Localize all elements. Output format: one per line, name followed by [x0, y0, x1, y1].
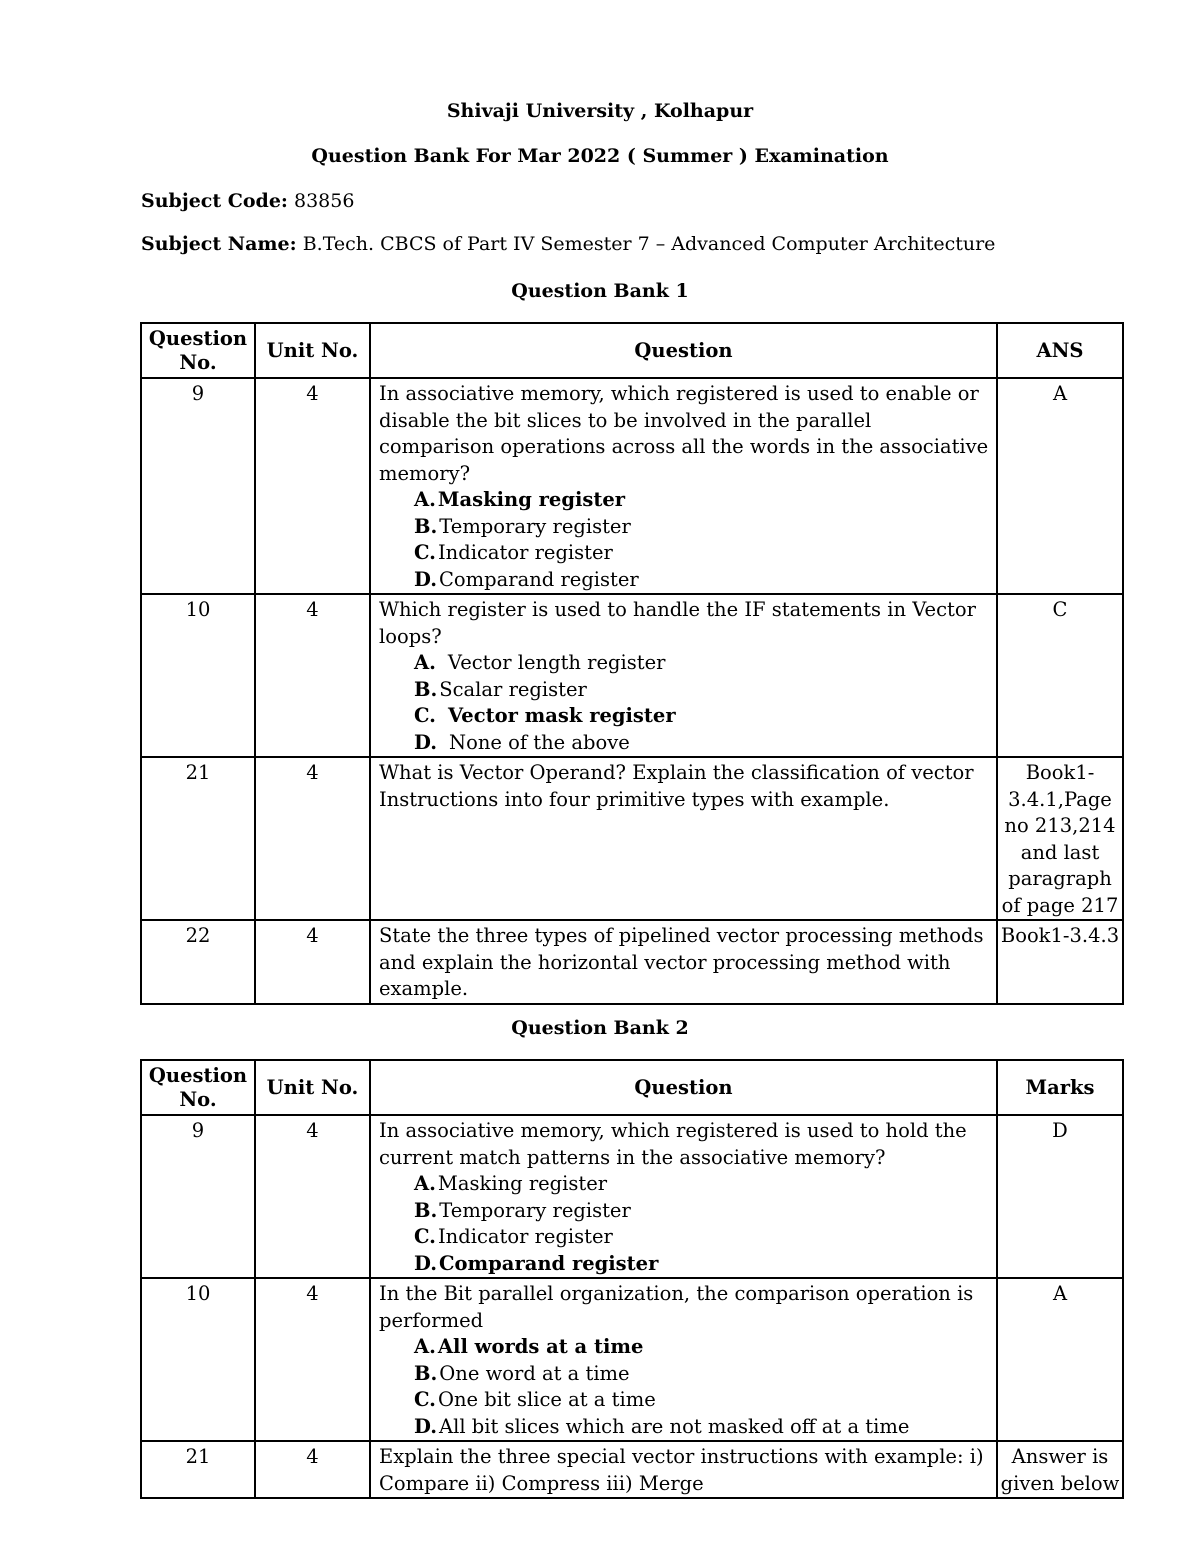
unit-no: 4 — [255, 757, 370, 920]
question-text: Explain the three special vector instructions with example: i) Compare ii) Compress iii) Merge — [379, 1445, 984, 1495]
option-b: B. Scalar register — [414, 677, 587, 701]
bank1-table — [140, 322, 1124, 1005]
subject-code-value: 83856 — [293, 190, 355, 212]
question-text: In associative memory, which registered is used to hold the current match patterns in the associative memory? — [379, 1119, 967, 1169]
option-c: C. Indicator register — [414, 1225, 613, 1248]
bank2-title: Question Bank 2 — [511, 1017, 689, 1039]
question-text: What is Vector Operand? Explain the classification of vector Instructions into four primitive types with example. — [379, 761, 974, 811]
question-cell — [370, 378, 997, 594]
subject-code-label: Subject Code: — [141, 190, 288, 212]
answer-cell: D — [997, 1115, 1123, 1278]
question-cell — [370, 1115, 997, 1278]
option-d: D. Comparand register — [414, 1251, 659, 1275]
question-no: 10 — [141, 1278, 255, 1441]
table-row — [141, 1441, 1123, 1498]
table-row — [141, 1278, 1123, 1441]
question-no: 9 — [141, 378, 255, 594]
question-no: 9 — [141, 1115, 255, 1278]
option-d: D. Comparand register — [414, 567, 639, 591]
unit-no: 4 — [255, 1115, 370, 1278]
answer-cell: A — [997, 378, 1123, 594]
header-unit-no: Unit No. — [255, 323, 370, 378]
question-cell — [370, 1441, 997, 1498]
bank1-header-row — [141, 323, 1123, 378]
option-a: A. Masking register — [414, 488, 626, 511]
question-text: In the Bit parallel organization, the comparison operation is performed — [379, 1282, 974, 1332]
unit-no: 4 — [255, 920, 370, 1004]
table-row — [141, 594, 1123, 757]
bank1-title: Question Bank 1 — [511, 280, 689, 302]
table-row — [141, 920, 1123, 1004]
question-cell — [370, 594, 997, 757]
bank2-header-row — [141, 1060, 1123, 1115]
option-d: D. None of the above — [414, 730, 630, 754]
header-question: Question — [370, 1060, 997, 1115]
question-no: 21 — [141, 1441, 255, 1498]
header-question-no: Question No. — [141, 323, 255, 378]
header-question: Question — [370, 323, 997, 378]
answer-cell: C — [997, 594, 1123, 757]
question-cell — [370, 757, 997, 920]
subject-name-value: B.Tech. CBCS of Part IV Semester 7 – Advanced Computer Architecture — [302, 233, 996, 255]
answer-cell: Book1-3.4.3 — [997, 920, 1123, 1004]
question-no: 21 — [141, 757, 255, 920]
option-c: C. Vector mask register — [414, 704, 676, 727]
table-row — [141, 1115, 1123, 1278]
option-c: C. Indicator register — [414, 541, 613, 564]
unit-no: 4 — [255, 1441, 370, 1498]
header-ans: ANS — [997, 323, 1123, 378]
unit-no: 4 — [255, 1278, 370, 1441]
question-text: In associative memory, which registered is used to enable or disable the bit slices to be involved in the parallel comparison operations across all the words in the associative memory? — [379, 382, 989, 485]
option-c: C. One bit slice at a time — [414, 1388, 656, 1411]
option-a: A. All words at a time — [414, 1335, 644, 1358]
header-unit-no: Unit No. — [255, 1060, 370, 1115]
answer-cell: Answer is given below — [997, 1441, 1123, 1498]
question-no: 10 — [141, 594, 255, 757]
unit-no: 4 — [255, 378, 370, 594]
option-d: D. All bit slices which are not masked off at a time — [414, 1414, 910, 1438]
option-b: B. Temporary register — [414, 1198, 631, 1222]
question-text: Which register is used to handle the IF statements in Vector loops? — [379, 598, 976, 648]
question-cell — [370, 1278, 997, 1441]
option-b: B. Temporary register — [414, 514, 631, 538]
exam-title: Question Bank For Mar 2022 ( Summer ) Examination — [311, 145, 889, 167]
option-a: A. Masking register — [414, 1172, 608, 1195]
answer-cell: A — [997, 1278, 1123, 1441]
answer-cell: Book1-3.4.1,Page no 213,214 and last paragraph of page 217 — [997, 757, 1123, 920]
question-cell — [370, 920, 997, 1004]
question-no: 22 — [141, 920, 255, 1004]
subject-code-line — [141, 190, 354, 212]
table-row — [141, 378, 1123, 594]
option-a: A. Vector length register — [414, 651, 666, 674]
table-row — [141, 757, 1123, 920]
bank2-table — [140, 1059, 1124, 1499]
option-b: B. One word at a time — [414, 1361, 630, 1385]
university-title: Shivaji University , Kolhapur — [446, 100, 754, 122]
question-text: State the three types of pipelined vector processing methods and explain the horizontal vector processing method with example. — [379, 924, 984, 1000]
subject-name-label: Subject Name: — [141, 233, 297, 255]
subject-name-line — [141, 233, 995, 255]
header-marks: Marks — [997, 1060, 1123, 1115]
unit-no: 4 — [255, 594, 370, 757]
header-question-no: Question No. — [141, 1060, 255, 1115]
